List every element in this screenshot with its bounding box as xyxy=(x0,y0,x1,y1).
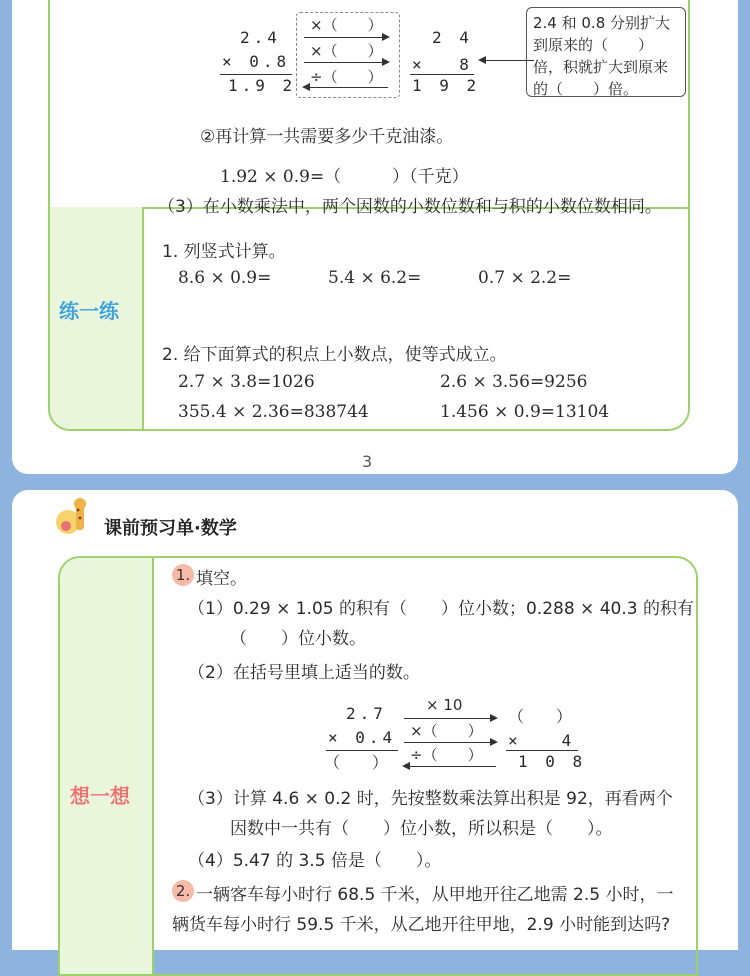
q2-number-badge: 2. xyxy=(172,880,194,902)
calc2-op3: ÷（ ） xyxy=(410,746,483,764)
think-label-column xyxy=(60,558,154,974)
calc-left-rule xyxy=(220,74,292,75)
op1-label: ×（ ） xyxy=(310,16,383,34)
q1-item3: 0.7 × 2.2= xyxy=(478,268,572,288)
q1-number-badge: 1. xyxy=(172,564,194,586)
header xyxy=(54,496,237,539)
calc2-left-line2: × 0.4 xyxy=(328,728,397,747)
left-arrow-icon xyxy=(304,87,388,88)
q1-item2: 5.4 × 6.2= xyxy=(328,268,422,288)
calc-right-rule xyxy=(410,74,474,75)
page-number: 3 xyxy=(362,452,373,471)
q1-4-text: （4）5.47 的 3.5 倍是（ ）。 xyxy=(188,851,442,871)
q2-item3: 355.4 × 2.36=838744 xyxy=(178,402,369,422)
calc2-right-line2: × 4 xyxy=(508,731,576,750)
right-arrow-icon xyxy=(404,718,496,719)
op3-label: ÷（ ） xyxy=(310,68,383,86)
right-arrow-icon xyxy=(404,742,496,743)
step2-formula: 1.92 × 0.9=（ ）（千克） xyxy=(220,167,469,187)
think-label: 想一想 xyxy=(70,784,130,808)
calc-right-line2: × 8 xyxy=(412,55,473,74)
calc-left-line2: × 0.8 xyxy=(222,52,291,71)
q1-1-line-b: （ ）位小数。 xyxy=(230,629,366,649)
page-top xyxy=(12,0,738,474)
calc2-op2: ×（ ） xyxy=(410,722,483,740)
calc-right-line3: 1 9 2 xyxy=(412,76,481,95)
calc2-right-rule xyxy=(506,750,578,751)
q1-1-line-a: （1）0.29 × 1.05 的积有（ ）位小数；0.288 × 40.3 的积有 xyxy=(188,599,694,619)
practice-label-column xyxy=(50,207,144,429)
q1-2-text: （2）在括号里填上适当的数。 xyxy=(188,663,420,683)
think-box xyxy=(58,556,698,976)
calc2-left-line1: 2.7 xyxy=(346,704,387,723)
q2-item2: 2.6 × 3.56=9256 xyxy=(440,372,588,392)
calc-left-line3: 1.9 2 xyxy=(228,76,297,95)
practice-label: 练一练 xyxy=(59,299,119,323)
calc2-left-line3: （ ） xyxy=(324,753,389,772)
page-bottom xyxy=(12,490,738,950)
step2-text: ②再计算一共需要多少千克油漆。 xyxy=(200,127,454,147)
left-arrow-icon xyxy=(404,766,496,767)
q2-item1: 2.7 × 3.8=1026 xyxy=(178,372,315,392)
header-title: 课前预习单·数学 xyxy=(104,518,237,539)
calc-left-line1: 2.4 xyxy=(240,28,281,47)
right-arrow-icon xyxy=(304,62,388,63)
calc2-right-line1: （ ） xyxy=(508,707,573,726)
op2-label: ×（ ） xyxy=(310,42,383,60)
q2-line-b: 辆货车每小时行 59.5 千米，从乙地开往甲地，2.9 小时能到达吗? xyxy=(172,915,671,935)
lesson-box xyxy=(48,0,690,431)
calc-right-line1: 2 4 xyxy=(432,28,473,47)
q1-3-line-a: （3）计算 4.6 × 0.2 时，先按整数乘法算出积是 92，再看两个 xyxy=(188,789,673,809)
q1-3-line-b: 因数中一共有（ ）位小数，所以积是（ ）。 xyxy=(230,819,613,839)
giraffe-logo-icon xyxy=(54,496,98,540)
right-arrow-icon xyxy=(304,37,388,38)
q2-item4: 1.456 × 0.9=13104 xyxy=(440,402,610,422)
q1-title: 填空。 xyxy=(196,569,247,589)
q2-line-a: 一辆客车每小时行 68.5 千米，从甲地开往乙地需 2.5 小时，一 xyxy=(196,885,674,905)
rule3-text: （3）在小数乘法中，两个因数的小数位数和与积的小数位数相同。 xyxy=(158,197,662,217)
calc2-right-line3: 1 0 8 xyxy=(518,752,587,771)
q1-item1: 8.6 × 0.9= xyxy=(178,268,272,288)
q2-title: 2. 给下面算式的积点上小数点，使等式成立。 xyxy=(162,345,507,365)
hint-note: 2.4 和 0.8 分别扩大到原来的（ ）倍，积就扩大到原来的（ ）倍。 xyxy=(526,7,686,97)
calc2-op1: × 10 xyxy=(426,696,463,714)
q1-title: 1. 列竖式计算。 xyxy=(162,242,286,262)
